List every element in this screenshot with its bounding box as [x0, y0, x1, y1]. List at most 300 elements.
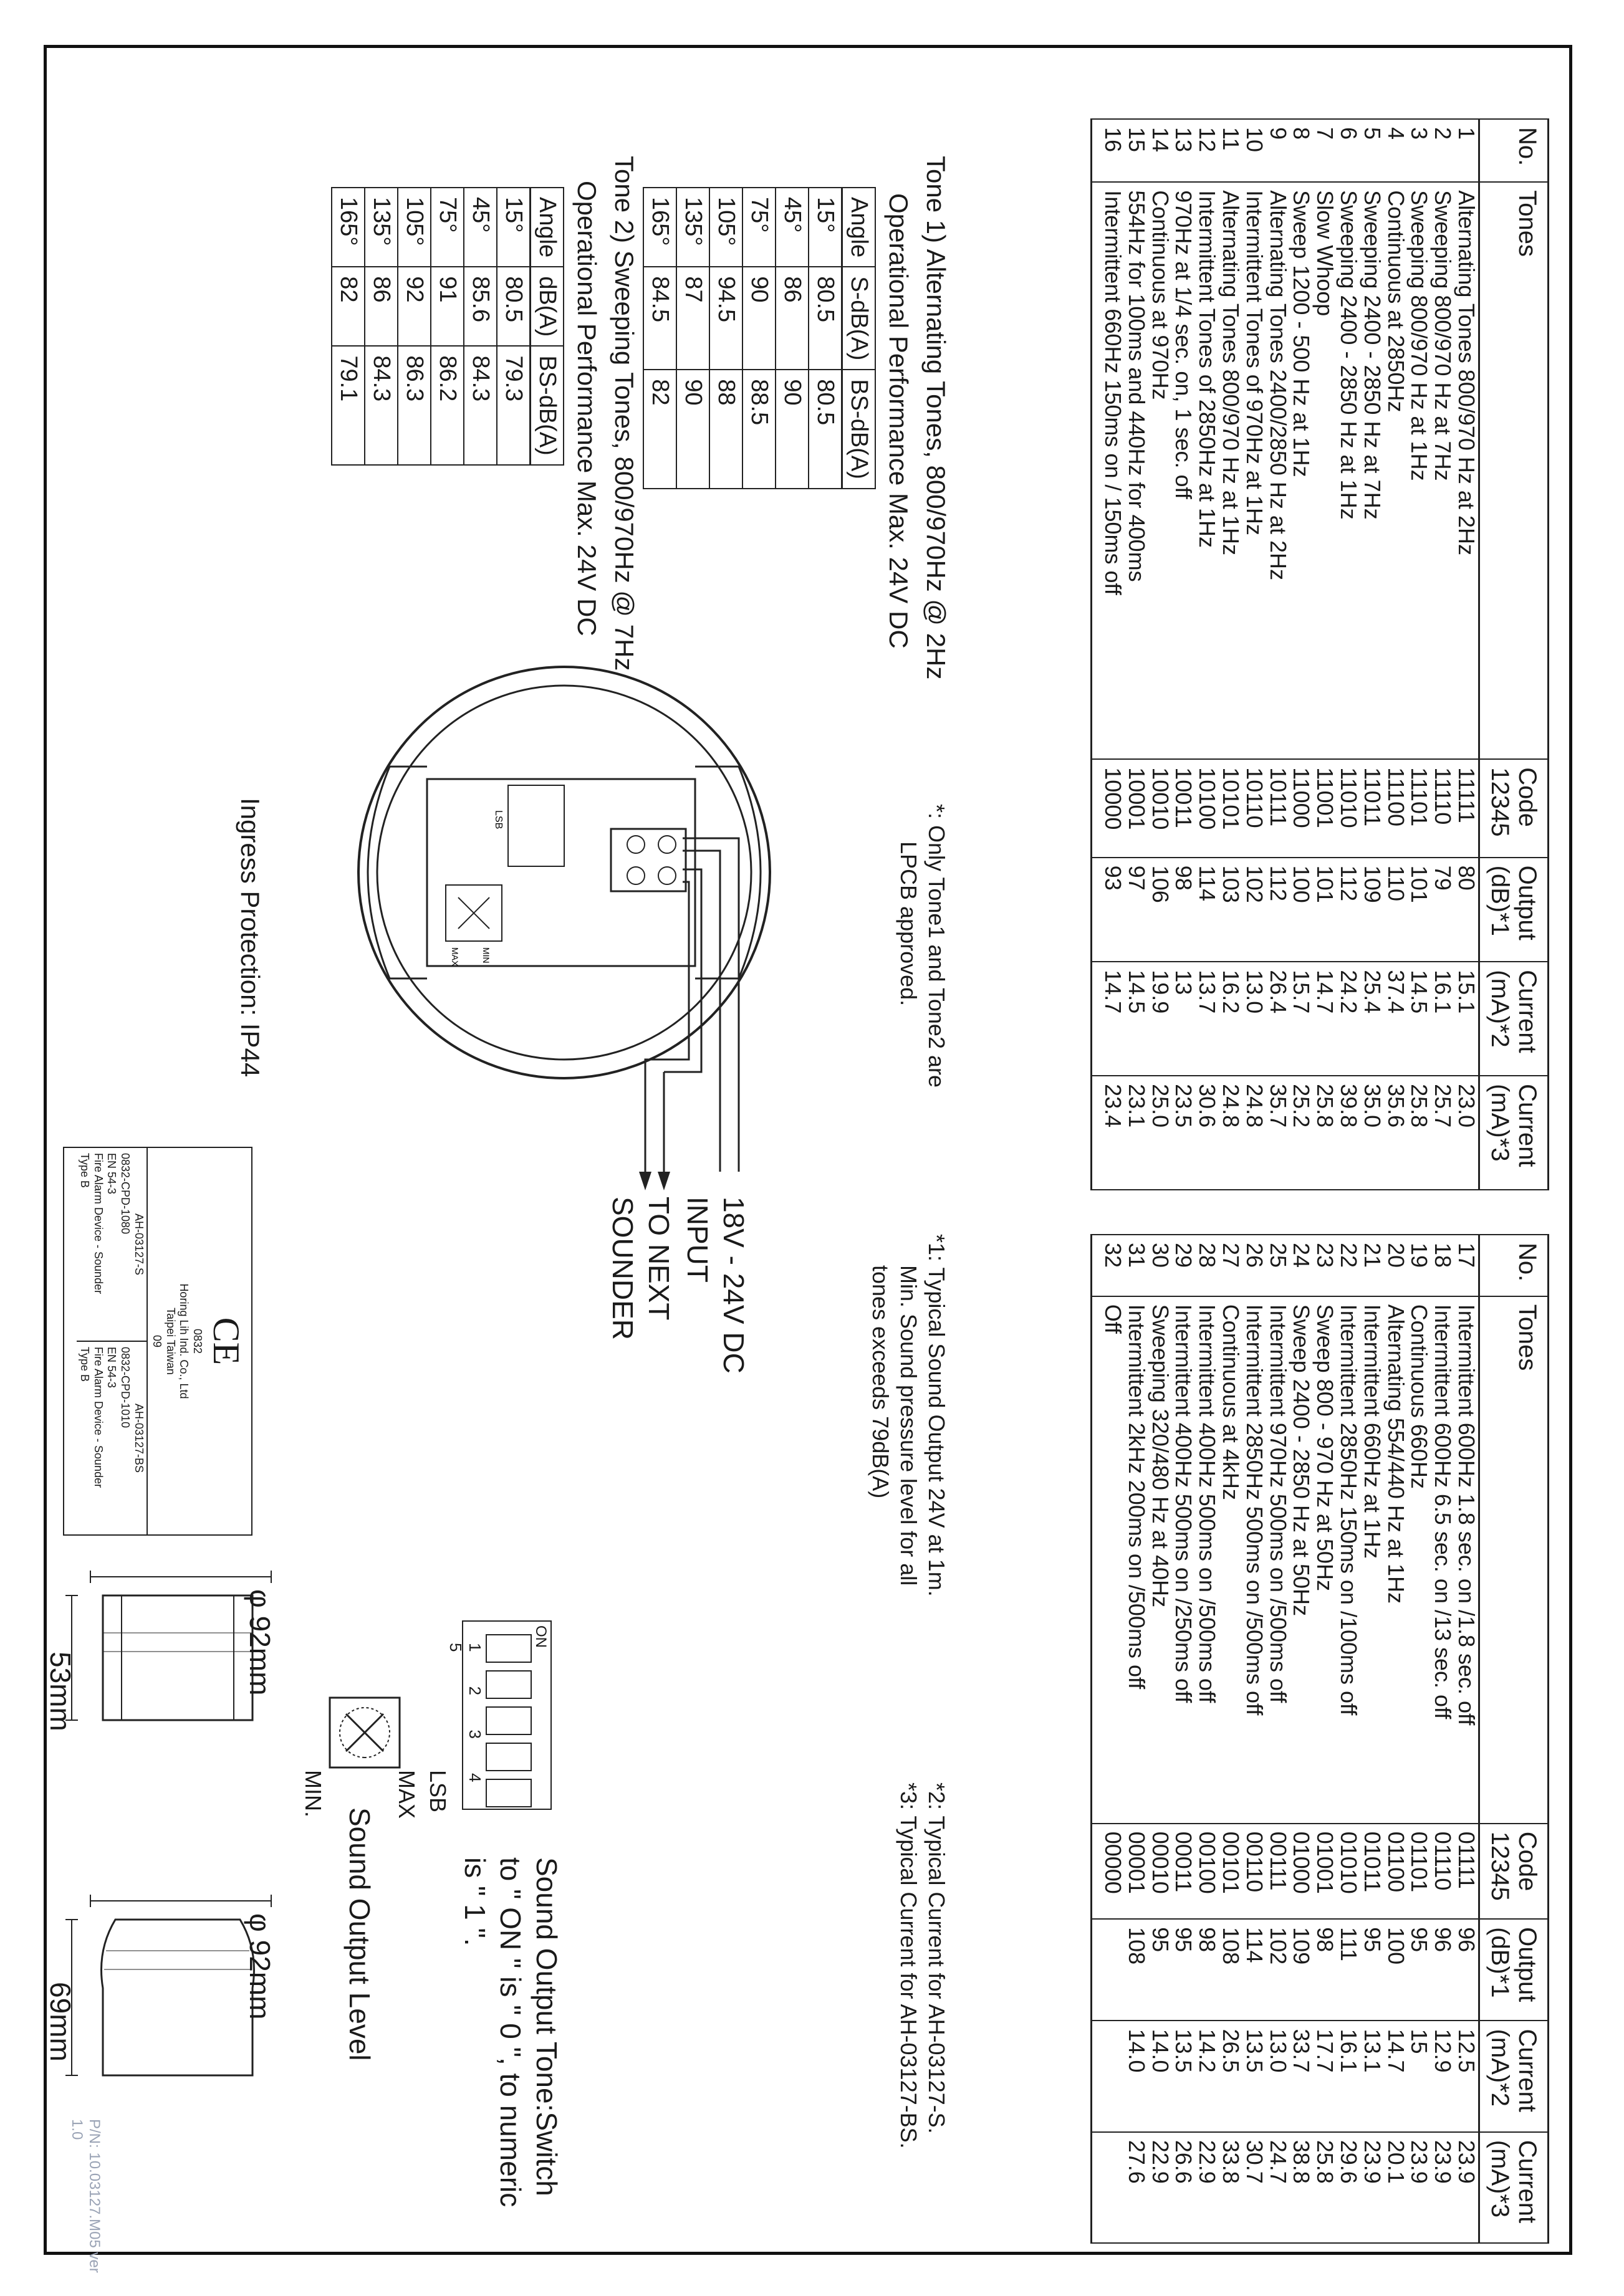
- perf-cell: 105°: [709, 188, 742, 267]
- terminal-block: [611, 829, 686, 891]
- tone-cell-code: 11100: [1384, 759, 1408, 857]
- perf-cell: 82: [332, 267, 365, 346]
- col-output: Output (dB)*1: [1479, 858, 1549, 962]
- tone-cell-code: 00110: [1242, 1824, 1266, 1919]
- tone-cell-c2: 13.5: [1242, 2021, 1266, 2131]
- tone-row: [1148, 119, 1172, 1190]
- tone-cell-c2: 14.0: [1125, 2021, 1148, 2131]
- tone-row: [1242, 119, 1266, 1190]
- tone-cell-no: 30: [1148, 1235, 1172, 1296]
- col-no: No.: [1479, 119, 1549, 182]
- tone-cell-code: 01010: [1337, 1824, 1360, 1919]
- perf-cell: 135°: [365, 188, 398, 267]
- perf-cell: 80.5: [497, 267, 531, 346]
- tone-cell-out: 101: [1408, 858, 1431, 962]
- onboard-lsb-label: LSB: [493, 810, 504, 830]
- tone-cell-tone: Alternating Tones 800/970 Hz at 1Hz: [1219, 182, 1242, 759]
- perf-cell: 79.1: [332, 346, 365, 464]
- tone-cell-out: 108: [1125, 1919, 1148, 2021]
- tone-cell-c3: 30.7: [1242, 2132, 1266, 2243]
- tone-cell-no: 11: [1219, 119, 1242, 182]
- tone-cell-c3: 25.8: [1313, 2132, 1337, 2243]
- tone-row: [1454, 119, 1479, 1190]
- tone-cell-out: 100: [1290, 858, 1314, 962]
- dim-height-s: 53mm: [44, 1652, 77, 1731]
- tone-cell-c2: 16.1: [1337, 2021, 1360, 2131]
- tone-cell-no: 29: [1172, 1235, 1196, 1296]
- perf-cell: 165°: [643, 188, 676, 267]
- tone-cell-out: 110: [1384, 858, 1408, 962]
- perf-row: [464, 188, 497, 465]
- tone-cell-out: 79: [1431, 858, 1454, 962]
- perf-cell: 105°: [398, 188, 431, 267]
- tone-cell-no: 31: [1125, 1235, 1148, 1296]
- tone-cell-c2: 14.7: [1313, 962, 1337, 1076]
- tone-cell-code: 11001: [1313, 759, 1337, 857]
- tone-cell-code: 10101: [1219, 759, 1242, 857]
- tone-cell-tone: Continuous 660Hz: [1408, 1296, 1431, 1824]
- tone-cell-no: 22: [1337, 1235, 1360, 1296]
- tone-cell-code: 11111: [1454, 759, 1479, 857]
- tone-cell-code: 10000: [1092, 759, 1125, 857]
- perf-cell: 86.3: [398, 346, 431, 464]
- tone-cell-c3: 25.8: [1408, 1076, 1431, 1190]
- tone-cell-c2: 16.1: [1431, 962, 1454, 1076]
- tone-cell-no: 25: [1266, 1235, 1290, 1296]
- perf-cell: 86.2: [431, 346, 464, 464]
- tone-cell-c3: 20.1: [1384, 2132, 1408, 2243]
- tone-cell-tone: Sweep 2400 - 2850 Hz at 50Hz: [1290, 1296, 1314, 1824]
- tone-cell-no: 5: [1360, 119, 1384, 182]
- tone-cell-code: 10011: [1172, 759, 1196, 857]
- tone-cell-c2: 14.2: [1195, 2021, 1219, 2131]
- tone-cell-tone: Intermittent 2kHz 200ms on /500ms off: [1125, 1296, 1148, 1824]
- tone-cell-out: 114: [1195, 858, 1219, 962]
- perf-cell: 92: [398, 267, 431, 346]
- tone-cell-c2: 15.7: [1290, 962, 1314, 1076]
- tone-cell-code: 11110: [1431, 759, 1454, 857]
- tone-cell-out: 103: [1219, 858, 1242, 962]
- next-sounder-label: TO NEXT SOUNDER: [607, 1197, 675, 1341]
- perf-cell: 80.5: [809, 370, 842, 488]
- dip-on-label: ON: [532, 1625, 549, 1648]
- tone-cell-c2: 14.7: [1092, 962, 1125, 1076]
- perf-row: [332, 188, 365, 465]
- perf-header: S-dB(A): [842, 267, 876, 370]
- perf-cell: 15°: [497, 188, 531, 267]
- tone-cell-no: 27: [1219, 1235, 1242, 1296]
- sounder-bs-outline: [65, 1895, 271, 2075]
- tone-cell-tone: Sweep 800 - 970 Hz at 50Hz: [1313, 1296, 1337, 1824]
- tone-cell-c2: 13.7: [1195, 962, 1219, 1076]
- tone-cell-tone: Intermittent Tones of 970Hz at 1Hz: [1242, 182, 1266, 759]
- tone-cell-c3: 25.8: [1313, 1076, 1337, 1190]
- tone-cell-c2: 33.7: [1290, 2021, 1314, 2131]
- perf-cell: 79.3: [497, 346, 531, 464]
- tone-row: [1454, 1235, 1479, 2243]
- tone-cell-tone: Intermittent 660Hz at 1Hz: [1360, 1296, 1384, 1824]
- perf-cell: 75°: [431, 188, 464, 267]
- tone-row: [1125, 1235, 1148, 2243]
- tone-cell-c3: 25.2: [1290, 1076, 1314, 1190]
- tone-cell-no: 14: [1148, 119, 1172, 182]
- tone-cell-tone: Intermittent 660Hz 150ms on / 150ms off: [1092, 182, 1125, 759]
- tone-cell-c2: 16.2: [1219, 962, 1242, 1076]
- tone-row: [1092, 1235, 1125, 2243]
- tone1-table: [643, 187, 876, 489]
- tone-cell-c2: 26.5: [1219, 2021, 1242, 2131]
- tone-row: [1219, 119, 1242, 1190]
- tone-cell-tone: Alternating Tones 800/970 Hz at 2Hz: [1454, 182, 1479, 759]
- tone-row: [1313, 119, 1337, 1190]
- dip-lsb-label: LSB: [425, 1770, 451, 1813]
- tone-cell-tone: Intermittent 2850Hz 500ms on /500ms off: [1242, 1296, 1266, 1824]
- tone-cell-c3: 27.6: [1125, 2132, 1148, 2243]
- tone-cell-c3: 23.0: [1454, 1076, 1479, 1190]
- perf-cell: 135°: [676, 188, 709, 267]
- tone-row: [1431, 119, 1454, 1190]
- tone-cell-no: 4: [1384, 119, 1408, 182]
- tone-cell-code: 11011: [1360, 759, 1384, 857]
- tone-cell-no: 12: [1195, 119, 1219, 182]
- tone-row: [1384, 119, 1408, 1190]
- tone-cell-c2: 13: [1172, 962, 1196, 1076]
- perf-cell: 84.5: [643, 267, 676, 370]
- tone-cell-c3: 25.7: [1431, 1076, 1454, 1190]
- tone-cell-code: 01101: [1408, 1824, 1431, 1919]
- tone-cell-no: 2: [1431, 119, 1454, 182]
- tone-row: [1360, 119, 1384, 1190]
- tone-cell-out: [1092, 1919, 1125, 2021]
- tone-cell-out: 80: [1454, 858, 1479, 962]
- tone-cell-c2: 13.0: [1242, 962, 1266, 1076]
- lpcb-note: *: Only Tone1 and Tone2 are LPCB approved.: [896, 804, 949, 1088]
- col-tones: Tones: [1479, 1296, 1549, 1824]
- tone-cell-c3: 38.8: [1290, 2132, 1314, 2243]
- tone-cell-out: 112: [1266, 858, 1290, 962]
- tone-cell-tone: Intermittent 400Hz 500ms on /500ms off: [1195, 1296, 1219, 1824]
- tone1-subtitle: Operational Performance Max. 24V DC: [884, 193, 913, 649]
- tone-cell-out: 98: [1313, 1919, 1337, 2021]
- tone-cell-tone: Intermittent 2850Hz 150ms on /100ms off: [1337, 1296, 1360, 1824]
- tone-cell-c3: 22.9: [1195, 2132, 1219, 2243]
- tone-cell-out: 100: [1384, 1919, 1408, 2021]
- tone-cell-code: 00001: [1125, 1824, 1148, 1919]
- tone-cell-code: 01100: [1384, 1824, 1408, 1919]
- dimension-drawings: [28, 1514, 277, 2262]
- perf-row: [431, 188, 464, 465]
- dim-diameter-bs: φ 92mm: [244, 1913, 276, 2020]
- tone-cell-out: 114: [1242, 1919, 1266, 2021]
- tone-cell-code: 00111: [1266, 1824, 1290, 1919]
- perf-row: [643, 188, 676, 489]
- tones-table-1-16: [1090, 118, 1549, 1190]
- perf-row: [809, 188, 842, 489]
- tone-cell-c3: 23.4: [1092, 1076, 1125, 1190]
- tone-cell-code: 00101: [1219, 1824, 1242, 1919]
- tone-row: [1337, 119, 1360, 1190]
- tone-cell-c3: 24.8: [1219, 1076, 1242, 1190]
- ce-block-bs: AH-03127-BS 0832-CPD-1010 EN 54-3 Fire Alarm Device - Sounder Type B: [79, 1347, 145, 1488]
- tone-cell-c2: 14.0: [1148, 2021, 1172, 2131]
- perf-cell: 84.3: [365, 346, 398, 464]
- ce-year: 09: [151, 1334, 164, 1348]
- tone-cell-out: 96: [1431, 1919, 1454, 2021]
- tone-cell-c3: 23.9: [1454, 2132, 1479, 2243]
- tone-row: [1408, 119, 1431, 1190]
- tone-cell-no: 13: [1172, 119, 1196, 182]
- tone-cell-c3: 33.8: [1219, 2132, 1242, 2243]
- tone-cell-tone: Sweeping 2400 - 2850 Hz at 1Hz: [1337, 182, 1360, 759]
- perf-cell: 75°: [742, 188, 776, 267]
- tone-cell-code: 10001: [1125, 759, 1148, 857]
- tone-cell-code: 11101: [1408, 759, 1431, 857]
- tone-cell-code: 11010: [1337, 759, 1360, 857]
- tone-row: [1092, 119, 1125, 1190]
- tone-cell-no: 10: [1242, 119, 1266, 182]
- dip-levers: [486, 1634, 532, 1807]
- tone-cell-tone: Intermittent 400Hz 500ms on /250ms off: [1172, 1296, 1196, 1824]
- tone-cell-no: 16: [1092, 119, 1125, 182]
- tone-cell-c3: 23.9: [1360, 2132, 1384, 2243]
- perf-header: dB(A): [531, 267, 564, 346]
- tone-row: [1125, 119, 1148, 1190]
- tone-row: [1172, 1235, 1196, 2243]
- tone-cell-tone: Sweeping 800/970 Hz at 1Hz: [1408, 182, 1431, 759]
- col-no: No.: [1479, 1235, 1549, 1296]
- tone-cell-tone: Sweeping 2400 - 2850 Hz at 7Hz: [1360, 182, 1384, 759]
- tone-cell-code: 00010: [1148, 1824, 1172, 1919]
- perf-row: [497, 188, 531, 465]
- tone-cell-c3: 23.5: [1172, 1076, 1196, 1190]
- tone-cell-out: 96: [1454, 1919, 1479, 2021]
- tone-row: [1172, 119, 1196, 1190]
- tone2-subtitle: Operational Performance Max. 24V DC: [572, 181, 602, 636]
- perf-row: [776, 188, 809, 489]
- perf-header: Angle: [531, 188, 564, 267]
- tone-cell-tone: Alternating Tones 2400/2850 Hz at 2Hz: [1266, 182, 1290, 759]
- tone-cell-c2: 13.1: [1360, 2021, 1384, 2131]
- tone-cell-tone: 970Hz at 1/4 sec. on, 1 sec. off: [1172, 182, 1196, 759]
- tone-cell-out: 95: [1148, 1919, 1172, 2021]
- tone-row: [1195, 1235, 1219, 2243]
- tone-row: [1266, 119, 1290, 1190]
- col-current-s: Current (mA)*2: [1479, 2021, 1549, 2131]
- switch-instructions: Sound Output Tone:Switch to " ON " is " 0 ", to numeric is " 1 ".: [459, 1857, 563, 2208]
- tone-cell-out: 106: [1148, 858, 1172, 962]
- tone-cell-code: 01011: [1360, 1824, 1384, 1919]
- tone-cell-out: 109: [1360, 858, 1384, 962]
- perf-cell: 165°: [332, 188, 365, 267]
- perf-cell: 80.5: [809, 267, 842, 370]
- tone-cell-c2: 26.4: [1266, 962, 1290, 1076]
- tone2-caption: Tone 2) Sweeping Tones, 800/970Hz @ 7Hz: [610, 156, 639, 671]
- tone-cell-c2: 17.7: [1313, 2021, 1337, 2131]
- tone-cell-c3: 24.7: [1266, 2132, 1290, 2243]
- tone-cell-c2: 14.5: [1125, 962, 1148, 1076]
- tone-cell-code: 10100: [1195, 759, 1219, 857]
- tone-cell-c3: 25.0: [1148, 1076, 1172, 1190]
- perf-row: [365, 188, 398, 465]
- tone-row: [1242, 1235, 1266, 2243]
- tone-cell-tone: Sweeping 320/480 Hz at 40Hz: [1148, 1296, 1172, 1824]
- tone-cell-c2: 15: [1408, 2021, 1431, 2131]
- col-current-s: Current (mA)*2: [1479, 962, 1549, 1076]
- tone-cell-tone: Continuous at 2850Hz: [1384, 182, 1408, 759]
- tone-row: [1360, 1235, 1384, 2243]
- tone-cell-c2: 13.0: [1266, 2021, 1290, 2131]
- tone1-caption: Tone 1) Alternating Tones, 800/970Hz @ 2Hz: [921, 156, 951, 680]
- tone-cell-c2: 24.2: [1337, 962, 1360, 1076]
- tone-cell-c2: 19.9: [1148, 962, 1172, 1076]
- perf-cell: 90: [676, 370, 709, 488]
- tone-cell-c2: 12.5: [1454, 2021, 1479, 2131]
- tone-cell-code: 01000: [1290, 1824, 1314, 1919]
- tone-cell-c3: 23.9: [1431, 2132, 1454, 2243]
- perf-header: Angle: [842, 188, 876, 267]
- footnote-1: *1: Typical Sound Output 24V at 1m. Min. Sound pressure level for all tones exceeds 79dB(A): [868, 1234, 949, 1597]
- tone-row: [1290, 119, 1314, 1190]
- tone-cell-c3: 24.8: [1242, 1076, 1266, 1190]
- tone-cell-no: 32: [1092, 1235, 1125, 1296]
- tone-cell-c2: 37.4: [1384, 962, 1408, 1076]
- tone-row: [1313, 1235, 1337, 2243]
- sounder-base-outline: [358, 667, 770, 1078]
- perf-row: [742, 188, 776, 489]
- tone-cell-code: 11000: [1290, 759, 1314, 857]
- ce-mark: CE: [206, 1317, 247, 1366]
- ingress-protection: Ingress Protection: IP44: [236, 798, 265, 1078]
- tone-cell-code: 00000: [1092, 1824, 1125, 1919]
- tone-cell-code: 01001: [1313, 1824, 1337, 1919]
- tone-row: [1266, 1235, 1290, 2243]
- tone-cell-c3: 23.1: [1125, 1076, 1148, 1190]
- perf-cell: 45°: [776, 188, 809, 267]
- ce-city: Taipei Taiwan: [164, 1308, 177, 1375]
- perf-row: [398, 188, 431, 465]
- tone-cell-code: 01110: [1431, 1824, 1454, 1919]
- tone-cell-tone: Continuous at 4kHz: [1219, 1296, 1242, 1824]
- input-label: 18V - 24V DC INPUT: [681, 1197, 750, 1374]
- tone-cell-no: 3: [1408, 119, 1431, 182]
- perf-row: [676, 188, 709, 489]
- tone-cell-no: 23: [1313, 1235, 1337, 1296]
- perf-cell: 84.3: [464, 346, 497, 464]
- tone-cell-c2: 12.9: [1431, 2021, 1454, 2131]
- volume-pot-icon: [327, 1695, 402, 1770]
- pot-min-label: MIN.: [300, 1770, 326, 1817]
- tone-cell-code: 10110: [1242, 759, 1266, 857]
- perf-cell: 94.5: [709, 267, 742, 370]
- tone-cell-c3: 35.7: [1266, 1076, 1290, 1190]
- tone-cell-c2: 25.4: [1360, 962, 1384, 1076]
- perf-cell: 90: [776, 370, 809, 488]
- ce-notified-body: 0832: [191, 1328, 204, 1354]
- col-code: Code 12345: [1479, 759, 1549, 857]
- tone-cell-out: 93: [1092, 858, 1125, 962]
- tone-cell-no: 24: [1290, 1235, 1314, 1296]
- perf-cell: 85.6: [464, 267, 497, 346]
- tone-cell-out: 111: [1337, 1919, 1360, 2021]
- ce-block-s: AH-03127-S 0832-CPD-1080 EN 54-3 Fire Alarm Device - Sounder Type B: [77, 1148, 147, 1342]
- sound-output-level-label: Sound Output Level: [344, 1807, 376, 2061]
- perf-cell: 90: [742, 267, 776, 370]
- perf-cell: 88: [709, 370, 742, 488]
- perf-cell: 82: [643, 370, 676, 488]
- tone-cell-no: 19: [1408, 1235, 1431, 1296]
- tone-cell-c3: 35.0: [1360, 1076, 1384, 1190]
- sounder-s-outline: [65, 1571, 271, 1720]
- tone-cell-tone: Continuous at 970Hz: [1148, 182, 1172, 759]
- part-number: P/N: 10.03127.M05 ver 1.0: [69, 2119, 103, 2273]
- tone-cell-out: 112: [1337, 858, 1360, 962]
- tone-cell-out: 97: [1125, 858, 1148, 962]
- dip-numbers: 1 2 3 4 5: [446, 1643, 484, 1797]
- col-tones: Tones: [1479, 182, 1549, 759]
- tone-cell-tone: Intermittent 600Hz 6.5 sec. on /13 sec. off: [1431, 1296, 1454, 1824]
- dim-diameter-s: φ 92mm: [244, 1589, 276, 1696]
- onboard-max-label: MAX: [450, 947, 460, 967]
- tone-cell-code: 10111: [1266, 759, 1290, 857]
- tone-cell-out: 95: [1172, 1919, 1196, 2021]
- tone-cell-out: 108: [1219, 1919, 1242, 2021]
- col-output: Output (dB)*1: [1479, 1919, 1549, 2021]
- tone-cell-out: 98: [1172, 858, 1196, 962]
- tone-cell-no: 1: [1454, 119, 1479, 182]
- tone-cell-code: 01111: [1454, 1824, 1479, 1919]
- perf-header: BS-dB(A): [531, 346, 564, 464]
- col-current-bs: Current (mA)*3: [1479, 2132, 1549, 2243]
- perf-cell: 86: [365, 267, 398, 346]
- tone-cell-c2: 13.5: [1172, 2021, 1196, 2131]
- tone-row: [1195, 119, 1219, 1190]
- ce-label: [63, 1147, 252, 1536]
- onboard-min-label: MIN: [481, 947, 491, 964]
- perf-cell: 15°: [809, 188, 842, 267]
- tone-cell-tone: 554Hz for 100ms and 440Hz for 400ms: [1125, 182, 1148, 759]
- tone-cell-out: 95: [1408, 1919, 1431, 2021]
- perf-cell: 45°: [464, 188, 497, 267]
- footnote-2-3: *2: Typical Current for AH-03127-S. *3: Typical Current for AH-03127-BS.: [896, 1782, 949, 2149]
- tone-cell-no: 21: [1360, 1235, 1384, 1296]
- tone-cell-no: 6: [1337, 119, 1360, 182]
- col-current-bs: Current (mA)*3: [1479, 1076, 1549, 1190]
- tone-cell-c2: 14.5: [1408, 962, 1431, 1076]
- dip-switch-onboard: [508, 785, 564, 866]
- tone-cell-tone: Sweep 1200 - 500 Hz at 1Hz: [1290, 182, 1314, 759]
- tone-cell-no: 7: [1313, 119, 1337, 182]
- perf-cell: 91: [431, 267, 464, 346]
- tone-cell-c3: 22.9: [1148, 2132, 1172, 2243]
- tone-cell-out: 95: [1360, 1919, 1384, 2021]
- pot-max-label: MAX: [394, 1770, 420, 1819]
- perf-cell: 86: [776, 267, 809, 370]
- tone-row: [1408, 1235, 1431, 2243]
- tone-cell-tone: Alternating 554/440 Hz at 1Hz: [1384, 1296, 1408, 1824]
- tone-cell-c2: 15.1: [1454, 962, 1479, 1076]
- tone-cell-c3: 29.6: [1337, 2132, 1360, 2243]
- tone-cell-no: 9: [1266, 119, 1290, 182]
- tone-cell-tone: Intermittent Tones of 2850Hz at 1Hz: [1195, 182, 1219, 759]
- tone-row: [1384, 1235, 1408, 2243]
- tone-cell-c3: 26.6: [1172, 2132, 1196, 2243]
- tone-cell-no: 26: [1242, 1235, 1266, 1296]
- tone-cell-no: 20: [1384, 1235, 1408, 1296]
- tone-cell-no: 8: [1290, 119, 1314, 182]
- col-code: Code 12345: [1479, 1824, 1549, 1919]
- tone-cell-no: 17: [1454, 1235, 1479, 1296]
- tone-cell-out: 102: [1242, 858, 1266, 962]
